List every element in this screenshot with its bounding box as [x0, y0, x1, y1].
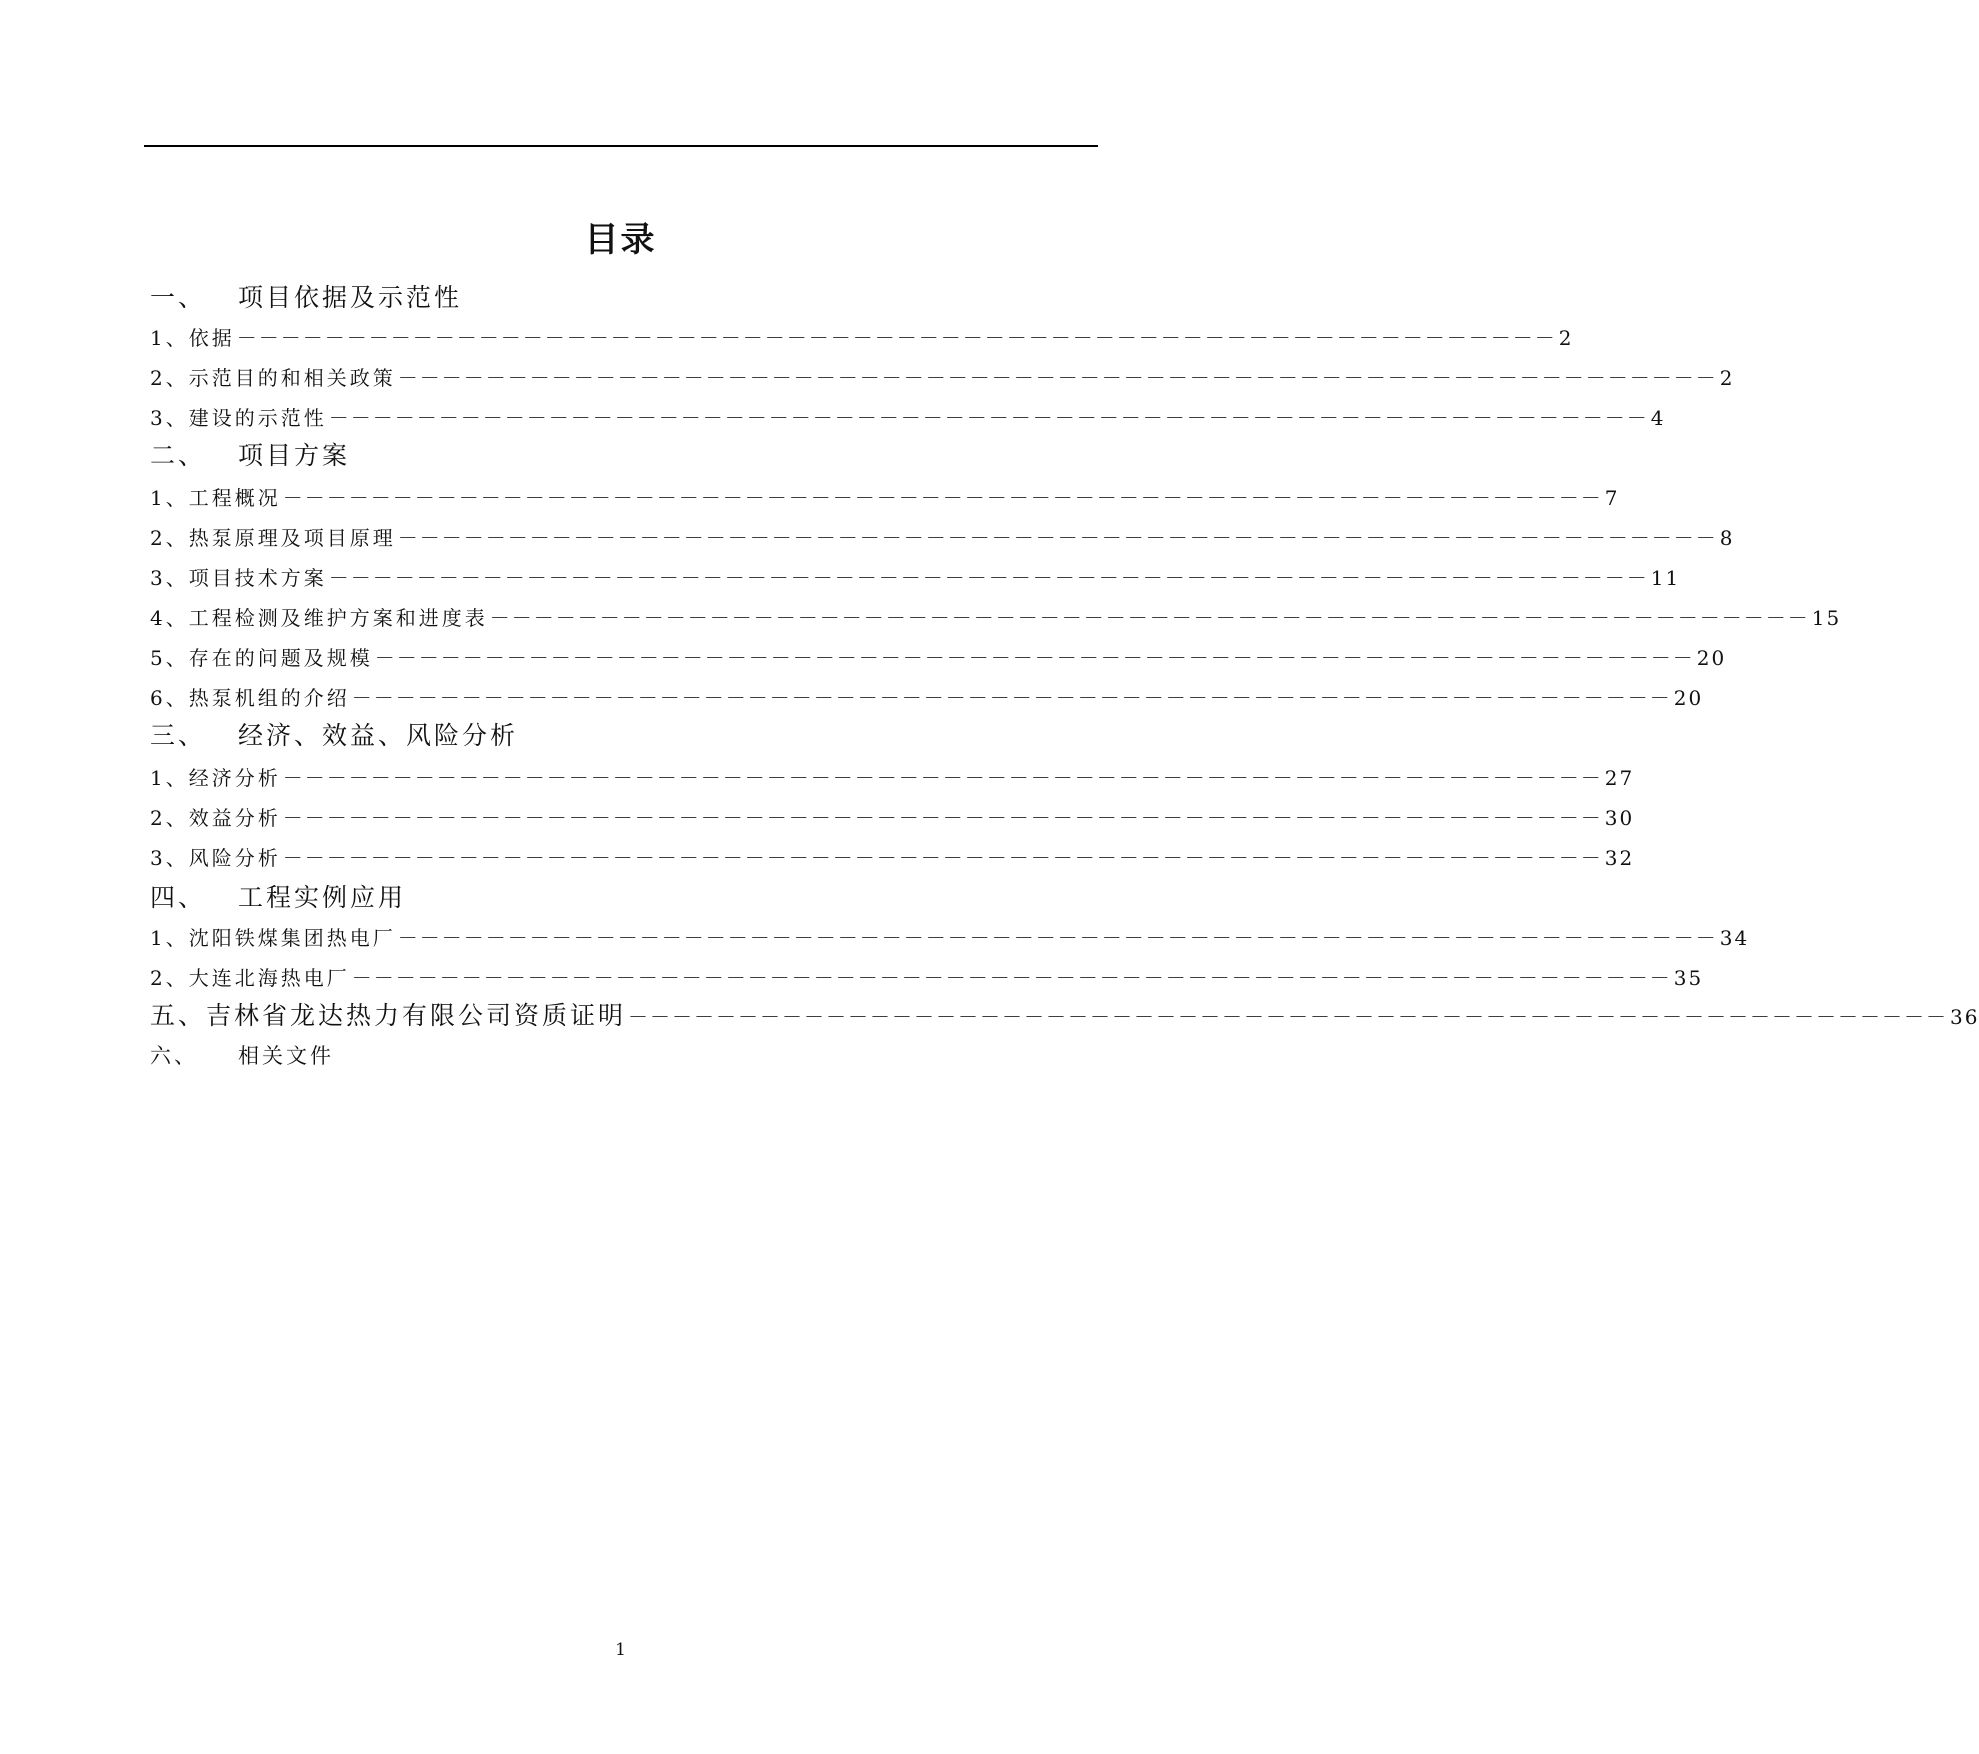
toc-item-label: 6、热泵机组的介绍 — [150, 686, 350, 710]
toc-page-number: 35 — [1673, 966, 1704, 990]
dot-leader: －－－－－－－－－－－－－－－－－－－－－－－－－－－－－－－－－－－－－－－－－－－－－－－－－－－－－－－－－－－－ — [351, 966, 1672, 990]
toc-page-number: 4 — [1650, 406, 1666, 430]
toc-section-label: 项目方案 — [238, 441, 351, 470]
toc-page-number: 34 — [1719, 926, 1750, 950]
toc-item — [150, 964, 1704, 992]
dot-leader: －－－－－－－－－－－－－－－－－－－－－－－－－－－－－－－－－－－－－－－－－－－－－－－－－－－－－－－－－－－－ — [628, 1005, 1949, 1029]
toc-page-number: 11 — [1650, 566, 1681, 590]
toc-section-heading — [150, 720, 1030, 752]
toc-item — [150, 804, 1635, 832]
toc-page-number: 2 — [1558, 326, 1574, 350]
toc-item — [150, 684, 1704, 712]
toc-page-number: 20 — [1673, 686, 1704, 710]
toc-item-label: 2、热泵原理及项目原理 — [150, 526, 396, 550]
dot-leader: －－－－－－－－－－－－－－－－－－－－－－－－－－－－－－－－－－－－－－－－－－－－－－－－－－－－－－－－－－－－ — [282, 766, 1603, 790]
toc-page-number: 32 — [1604, 846, 1635, 870]
page-title: 目录 — [584, 220, 657, 260]
header-rule — [144, 145, 1098, 147]
toc-section-number: 五、 — [150, 1001, 207, 1030]
toc-section-label: 吉林省龙达热力有限公司资质证明 — [206, 1001, 627, 1030]
toc-item-label: 3、风险分析 — [150, 846, 281, 870]
dot-leader: －－－－－－－－－－－－－－－－－－－－－－－－－－－－－－－－－－－－－－－－－－－－－－－－－－－－－－－－－－－－ — [489, 606, 1810, 630]
toc-item — [150, 764, 1635, 792]
toc-item — [150, 324, 1574, 352]
toc-page-number: 27 — [1604, 766, 1635, 790]
toc-section-number: 六、 — [150, 1044, 198, 1068]
toc-item-label: 1、经济分析 — [150, 766, 281, 790]
toc-section-label: 工程实例应用 — [238, 883, 407, 912]
toc-section-heading — [150, 282, 1030, 314]
dot-leader: －－－－－－－－－－－－－－－－－－－－－－－－－－－－－－－－－－－－－－－－－－－－－－－－－－－－－－－－－－－－ — [397, 926, 1718, 950]
toc-page-number: 2 — [1719, 366, 1735, 390]
toc-section-label: 项目依据及示范性 — [238, 283, 463, 312]
toc-section-heading — [150, 440, 1030, 472]
toc-page-number: 30 — [1604, 806, 1635, 830]
toc-section-number: 二、 — [150, 441, 207, 470]
toc-item — [150, 564, 1681, 592]
dot-leader: －－－－－－－－－－－－－－－－－－－－－－－－－－－－－－－－－－－－－－－－－－－－－－－－－－－－－－－－－－－－ — [351, 686, 1672, 710]
toc-section-number: 三、 — [150, 721, 207, 750]
toc-item-label: 4、工程检测及维护方案和进度表 — [150, 606, 488, 630]
page-number: 1 — [615, 1640, 626, 1660]
toc-section-number: 一、 — [150, 283, 207, 312]
toc-item — [150, 364, 1735, 392]
toc-item — [150, 924, 1750, 952]
toc-page-number: 20 — [1696, 646, 1727, 670]
toc-page-number: 36 — [1950, 1005, 1979, 1029]
toc-item-label: 3、建设的示范性 — [150, 406, 327, 430]
toc-item-label: 5、存在的问题及规模 — [150, 646, 373, 670]
toc-item — [150, 644, 1727, 672]
dot-leader: －－－－－－－－－－－－－－－－－－－－－－－－－－－－－－－－－－－－－－－－－－－－－－－－－－－－－－－－－－－－ — [374, 646, 1695, 670]
toc-item — [150, 404, 1666, 432]
toc-item-label: 1、沈阳铁煤集团热电厂 — [150, 926, 396, 950]
dot-leader: －－－－－－－－－－－－－－－－－－－－－－－－－－－－－－－－－－－－－－－－－－－－－－－－－－－－－－－－－－－－ — [397, 366, 1718, 390]
toc-item — [150, 844, 1635, 872]
toc-item-label: 2、效益分析 — [150, 806, 281, 830]
dot-leader: －－－－－－－－－－－－－－－－－－－－－－－－－－－－－－－－－－－－－－－－－－－－－－－－－－－－－－－－－－－－ — [328, 566, 1649, 590]
dot-leader: －－－－－－－－－－－－－－－－－－－－－－－－－－－－－－－－－－－－－－－－－－－－－－－－－－－－－－－－－－－－ — [397, 526, 1718, 550]
toc-item — [150, 484, 1620, 512]
toc-section-heading — [150, 1000, 1979, 1032]
toc-section-label: 相关文件 — [238, 1044, 334, 1068]
toc-page-number: 8 — [1719, 526, 1735, 550]
toc-section-number: 四、 — [150, 883, 207, 912]
dot-leader: －－－－－－－－－－－－－－－－－－－－－－－－－－－－－－－－－－－－－－－－－－－－－－－－－－－－－－－－－－－－ — [282, 846, 1603, 870]
toc-section-heading — [150, 882, 1030, 914]
toc-item-label: 1、依据 — [150, 326, 235, 350]
toc-item-label: 2、示范目的和相关政策 — [150, 366, 396, 390]
dot-leader: －－－－－－－－－－－－－－－－－－－－－－－－－－－－－－－－－－－－－－－－－－－－－－－－－－－－－－－－－－－－ — [282, 486, 1603, 510]
toc-item — [150, 524, 1735, 552]
toc-section-label: 经济、效益、风险分析 — [238, 721, 519, 750]
toc-page-number: 7 — [1604, 486, 1620, 510]
dot-leader: －－－－－－－－－－－－－－－－－－－－－－－－－－－－－－－－－－－－－－－－－－－－－－－－－－－－－－－－－－－－ — [328, 406, 1649, 430]
toc-section-heading — [150, 1040, 1030, 1072]
dot-leader: －－－－－－－－－－－－－－－－－－－－－－－－－－－－－－－－－－－－－－－－－－－－－－－－－－－－－－－－－－－－ — [282, 806, 1603, 830]
toc-item-label: 2、大连北海热电厂 — [150, 966, 350, 990]
toc-item-label: 3、项目技术方案 — [150, 566, 327, 590]
toc-page-number: 15 — [1811, 606, 1842, 630]
toc-item-label: 1、工程概况 — [150, 486, 281, 510]
toc-item — [150, 604, 1842, 632]
dot-leader: －－－－－－－－－－－－－－－－－－－－－－－－－－－－－－－－－－－－－－－－－－－－－－－－－－－－－－－－－－－－ — [236, 326, 1557, 350]
